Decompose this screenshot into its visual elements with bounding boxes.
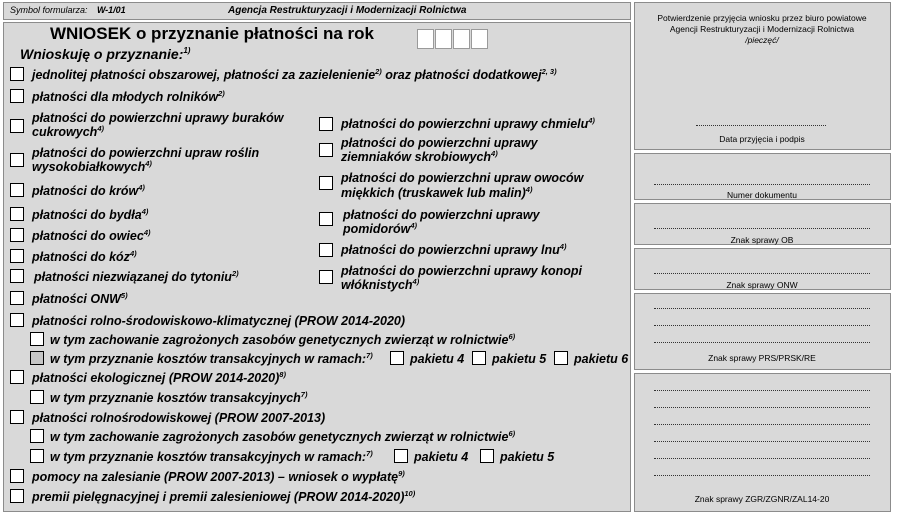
label-rolno-srodowiskowo-klimatyczna: płatności rolno-środowiskowo-klimatycznej (PROW 2014-2020) xyxy=(32,314,406,328)
checkbox-jpo[interactable] xyxy=(10,67,24,81)
label-owce: płatności do owiec$^{4)}$ xyxy=(32,228,151,243)
label-pakiet-5: pakietu 5 xyxy=(492,352,547,366)
checkbox-zalesianie[interactable] xyxy=(10,469,24,483)
label-mlodzi-rolnicy: płatności dla młodych rolników$^{2)}$ xyxy=(32,89,225,104)
form-title: WNIOSEK o przyznanie płatności na rok xyxy=(50,24,374,43)
checkbox-rolnosrodowiskowa[interactable] xyxy=(10,410,24,424)
doc-number-label: Numer dokumentu xyxy=(727,190,797,200)
label-pomidory-1: płatności do powierzchni uprawy xyxy=(343,208,540,222)
checkbox-koszty-transakcyjne-1[interactable] xyxy=(30,351,44,365)
checkbox-koszty-transakcyjne-2[interactable] xyxy=(30,449,44,463)
label-bydlo: płatności do bydła$^{4)}$ xyxy=(32,207,149,222)
checkbox-owce[interactable] xyxy=(10,228,24,242)
label-premia-pielegnacyjna: premii pielęgnacyjnej i premii zalesieniowej (PROW 2014-2020)$^{10)}$ xyxy=(32,489,416,504)
label-pakiet-5-b: pakietu 5 xyxy=(500,450,555,464)
label-zalesianie: pomocy na zalesianie (PROW 2007-2013) – wniosek o wypłatę$^{9)}$ xyxy=(32,469,405,484)
prs-label: Znak sprawy PRS/PRSK/RE xyxy=(708,353,816,363)
zgr-label: Znak sprawy ZGR/ZGNR/ZAL14-20 xyxy=(694,494,830,504)
zgr-line-1[interactable] xyxy=(654,390,870,391)
label-jpo: jednolitej płatności obszarowej, płatności za zazielenienie$^{2)}$ oraz płatności dodatkowej$^{2, 3)}$ xyxy=(32,67,557,82)
year-digit-1[interactable] xyxy=(417,29,434,49)
zgr-line-5[interactable] xyxy=(654,458,870,459)
form-subtitle: Wnioskuję o przyznanie:$^{1)}$ xyxy=(20,46,191,62)
label-pakiet-6: pakietu 6 xyxy=(574,352,629,366)
label-len: płatności do powierzchni uprawy lnu$^{4)}$ xyxy=(341,242,567,257)
zgr-panel xyxy=(634,373,891,512)
checkbox-konopie[interactable] xyxy=(319,270,333,284)
confirmation-line-1: Potwierdzenie przyjęcia wniosku przez biuro powiatowe xyxy=(657,13,867,23)
checkbox-zasoby-genetyczne-2[interactable] xyxy=(30,429,44,443)
checkbox-owoce-miekkie[interactable] xyxy=(319,176,333,190)
label-zasoby-genetyczne-1: w tym zachowanie zagrożonych zasobów genetycznych zwierząt w rolnictwie$^{6)}$ xyxy=(50,332,516,347)
label-pomidory-2: pomidorów$^{4)}$ xyxy=(343,221,418,236)
ob-line[interactable] xyxy=(654,228,870,229)
label-buraki-2: cukrowych$^{4)}$ xyxy=(32,124,104,139)
label-krowy: płatności do krów$^{4)}$ xyxy=(32,183,145,198)
confirmation-line-3: /pieczęć/ xyxy=(745,35,779,45)
label-kozy: płatności do kóz$^{4)}$ xyxy=(32,249,137,264)
label-buraki-1: płatności do powierzchni uprawy buraków xyxy=(32,111,284,125)
label-konopie-1: płatności do powierzchni uprawy konopi xyxy=(341,264,582,278)
prs-line-3[interactable] xyxy=(654,342,870,343)
date-signature-label: Data przyjęcia i podpis xyxy=(719,134,805,144)
checkbox-premia-pielegnacyjna[interactable] xyxy=(10,489,24,503)
year-digit-2[interactable] xyxy=(435,29,452,49)
label-koszty-transakcyjne-eko: w tym przyznanie kosztów transakcyjnych$^{7)}$ xyxy=(50,390,308,405)
zgr-line-2[interactable] xyxy=(654,407,870,408)
checkbox-krowy[interactable] xyxy=(10,183,24,197)
label-tyton: płatności niezwiązanej do tytoniu$^{2)}$ xyxy=(34,269,239,284)
zgr-line-4[interactable] xyxy=(654,441,870,442)
label-koszty-transakcyjne-1: w tym przyznanie kosztów transakcyjnych w ramach:$^{7)}$ xyxy=(50,351,373,366)
label-ekologiczna: płatności ekologicznej (PROW 2014-2020)$^{8)}$ xyxy=(32,370,286,385)
label-rolnosrodowiskowa: płatności rolnośrodowiskowej (PROW 2007-2013) xyxy=(32,411,326,425)
checkbox-bydlo[interactable] xyxy=(10,207,24,221)
checkbox-pakiet-6[interactable] xyxy=(554,351,568,365)
label-owoce-2: miękkich (truskawek lub malin)$^{4)}$ xyxy=(341,185,533,200)
label-onw: płatności ONW$^{5)}$ xyxy=(32,291,128,306)
agency-name: Agencja Restrukturyzacji i Modernizacji Rolnictwa xyxy=(228,5,467,16)
checkbox-koszty-transakcyjne-eko[interactable] xyxy=(30,390,44,404)
label-konopie-2: włóknistych$^{4)}$ xyxy=(341,277,420,292)
checkbox-ekologiczna[interactable] xyxy=(10,370,24,384)
year-digit-4[interactable] xyxy=(471,29,488,49)
checkbox-chmiel[interactable] xyxy=(319,117,333,131)
checkbox-onw[interactable] xyxy=(10,291,24,305)
checkbox-wysokobialkowe[interactable] xyxy=(10,153,24,167)
label-wysokobialkowe-2: wysokobiałkowych$^{4)}$ xyxy=(32,159,152,174)
onw-line[interactable] xyxy=(654,273,870,274)
ob-label: Znak sprawy OB xyxy=(730,235,794,245)
checkbox-rolno-srodowiskowo-klimatyczna[interactable] xyxy=(10,313,24,327)
checkbox-pakiet-4-b[interactable] xyxy=(394,449,408,463)
checkbox-pakiet-5[interactable] xyxy=(472,351,486,365)
date-signature-line[interactable] xyxy=(696,125,826,126)
symbol-value: W-1/01 xyxy=(97,5,126,15)
zgr-line-6[interactable] xyxy=(654,475,870,476)
label-zasoby-genetyczne-2: w tym zachowanie zagrożonych zasobów genetycznych zwierząt w rolnictwie$^{6)}$ xyxy=(50,429,516,444)
label-pakiet-4: pakietu 4 xyxy=(410,352,465,366)
doc-number-line[interactable] xyxy=(654,184,870,185)
label-ziemniaki-1: płatności do powierzchni uprawy xyxy=(341,136,538,150)
checkbox-len[interactable] xyxy=(319,243,333,257)
year-digit-3[interactable] xyxy=(453,29,470,49)
checkbox-pakiet-5-b[interactable] xyxy=(480,449,494,463)
label-owoce-1: płatności do powierzchni upraw owoców xyxy=(341,171,584,185)
prs-line-2[interactable] xyxy=(654,325,870,326)
confirmation-line-2: Agencji Restrukturyzacji i Modernizacji Rolnictwa xyxy=(669,24,855,34)
checkbox-ziemniaki[interactable] xyxy=(319,143,333,157)
label-ziemniaki-2: ziemniaków skrobiowych$^{4)}$ xyxy=(341,149,498,164)
checkbox-tyton[interactable] xyxy=(10,269,24,283)
zgr-line-3[interactable] xyxy=(654,424,870,425)
checkbox-buraki[interactable] xyxy=(10,119,24,133)
checkbox-zasoby-genetyczne-1[interactable] xyxy=(30,332,44,346)
checkbox-pomidory[interactable] xyxy=(319,212,333,226)
prs-line-1[interactable] xyxy=(654,308,870,309)
label-koszty-transakcyjne-2: w tym przyznanie kosztów transakcyjnych w ramach:$^{7)}$ xyxy=(50,449,373,464)
checkbox-mlodzi-rolnicy[interactable] xyxy=(10,89,24,103)
checkbox-pakiet-4[interactable] xyxy=(390,351,404,365)
checkbox-kozy[interactable] xyxy=(10,249,24,263)
onw-label: Znak sprawy ONW xyxy=(726,280,798,290)
label-chmiel: płatności do powierzchni uprawy chmielu$^{4)}$ xyxy=(341,116,595,131)
label-pakiet-4-b: pakietu 4 xyxy=(414,450,469,464)
label-wysokobialkowe-1: płatności do powierzchni upraw roślin xyxy=(32,146,260,160)
symbol-label: Symbol formularza: xyxy=(10,5,88,15)
